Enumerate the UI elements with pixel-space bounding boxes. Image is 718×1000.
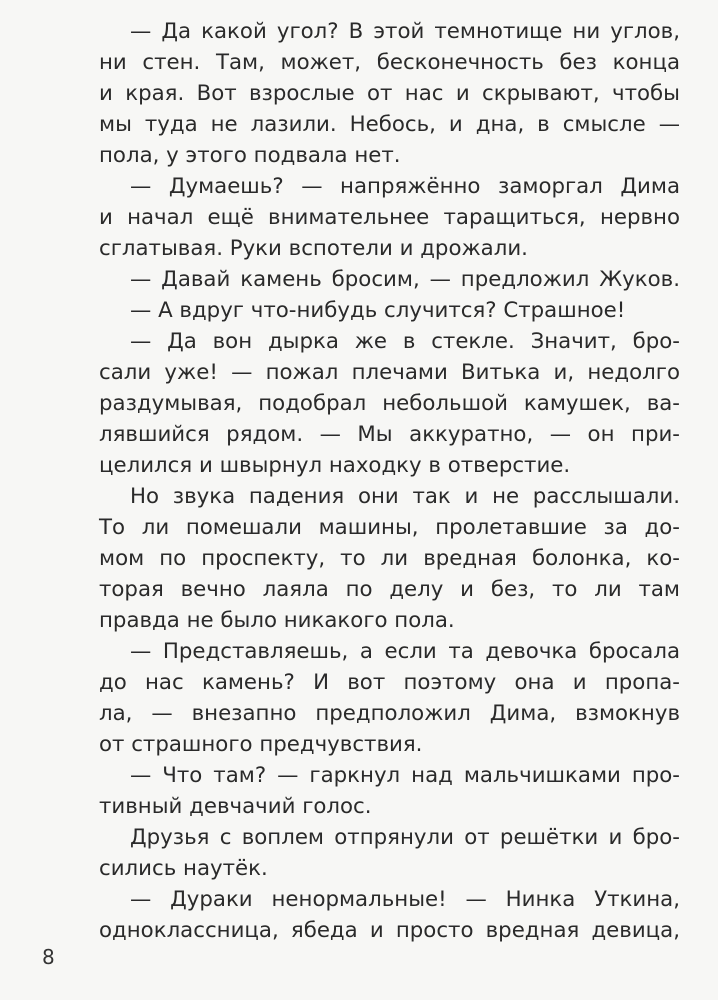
text-line: — А вдруг что-нибудь случится? Страшное!	[130, 298, 626, 323]
text-line: Но звука падения они так и не расслышали.	[130, 484, 680, 509]
text-line: торая вечно лаяла по делу и без, то ли там	[99, 577, 680, 602]
page-number: 8	[42, 945, 55, 969]
text-line: — Давай камень бросим, — предложил Жуков.	[130, 267, 680, 292]
text-line: — Думаешь? — напряжённо заморгал Дима	[130, 174, 680, 199]
text-line: от страшного предчувствия.	[99, 732, 423, 757]
text-line: ни стен. Там, может, бесконечность без конца	[99, 50, 680, 75]
text-line: — Дураки ненормальные! — Нинка Уткина,	[130, 887, 680, 912]
text-line: раздумывая, подобрал небольшой камушек, ва-	[99, 391, 680, 416]
text-line: То ли помешали машины, пролетавшие за до-	[99, 515, 680, 540]
text-line: целился и швырнул находку в отверстие.	[99, 453, 571, 478]
text-line: — Да вон дырка же в стекле. Значит, бро-	[130, 329, 680, 354]
text-line: мы туда не лазили. Небось, и дна, в смысле —	[99, 112, 680, 137]
text-line: — Да какой угол? В этой темнотище ни углов,	[130, 19, 680, 44]
text-line: ла, — внезапно предположил Дима, взмокнув	[99, 701, 680, 726]
text-line: мом по проспекту, то ли вредная болонка, ко-	[99, 546, 680, 571]
text-line: пола, у этого подвала нет.	[99, 143, 401, 168]
text-line: тивный девчачий голос.	[99, 794, 372, 819]
text-line: сали уже! — пожал плечами Витька и, недолго	[99, 360, 680, 385]
text-line: — Представляешь, а если та девочка бросала	[130, 639, 680, 664]
text-line: одноклассница, ябеда и просто вредная девица,	[99, 918, 680, 943]
text-line: — Что там? — гаркнул над мальчишками про-	[130, 763, 680, 788]
text-line: правда не было никакого пола.	[99, 608, 455, 633]
text-line: и края. Вот взрослые от нас и скрывают, чтобы	[99, 81, 680, 106]
text-line: сглатывая. Руки вспотели и дрожали.	[99, 236, 528, 261]
text-line: Друзья с воплем отпрянули от решётки и бро-	[130, 825, 680, 850]
text-line: лявшийся рядом. — Мы аккуратно, — он при-	[99, 422, 680, 447]
text-line: сились наутёк.	[99, 856, 268, 881]
text-line: и начал ещё внимательнее таращиться, нервно	[99, 205, 680, 230]
text-line: до нас камень? И вот поэтому она и пропа-	[99, 670, 680, 695]
